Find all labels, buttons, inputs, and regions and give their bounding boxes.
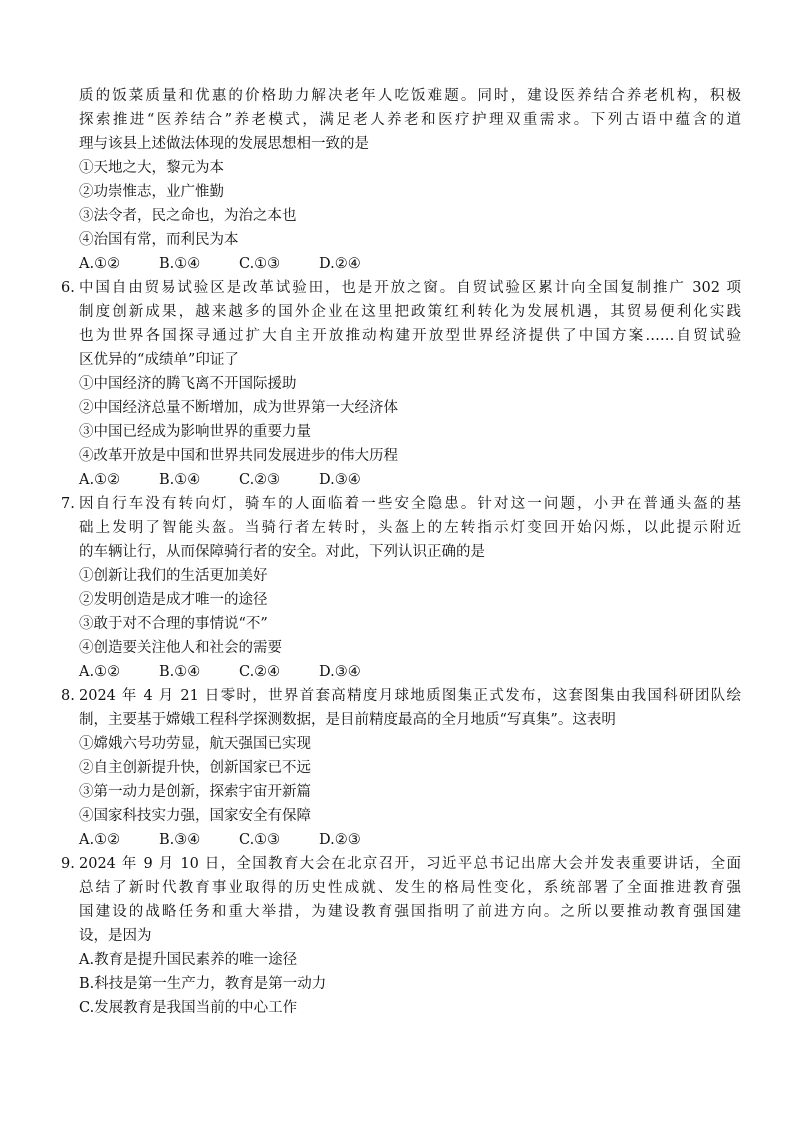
question-number: 7. xyxy=(61,496,75,512)
question-stem-line: 区优异的“成绩单”印证了 xyxy=(79,352,239,368)
choice-a: A.①② xyxy=(79,472,121,488)
question-5 xyxy=(61,84,741,276)
question-9 xyxy=(61,852,741,1020)
question-6 xyxy=(61,276,741,492)
question-stem-line: 国建设的战略任务和重大举措，为建设教育强国指明了前进方向。之所以要推动教育强国建 xyxy=(79,904,741,920)
exam-page xyxy=(61,84,741,1020)
question-number: 9. xyxy=(61,856,75,872)
question-number: 8. xyxy=(61,688,75,704)
option-2: ②功崇惟志，业广惟勤 xyxy=(79,184,224,200)
question-stem-line: 探索推进“医养结合”养老模式，满足老人养老和医疗护理双重需求。下列古语中蕴含的道 xyxy=(79,112,741,128)
option-3: ③中国已经成为影响世界的重要力量 xyxy=(79,424,311,440)
option-1: ①中国经济的腾飞离不开国际援助 xyxy=(79,376,297,392)
option-1: ①创新让我们的生活更加美好 xyxy=(79,568,268,584)
choice-b: B.①④ xyxy=(159,256,201,272)
option-3: ③法令者，民之命也，为治之本也 xyxy=(79,208,297,224)
question-stem-line: 也为世界各国探寻通过扩大自主开放推动构建开放型世界经济提供了中国方案……自贸试验 xyxy=(79,328,741,344)
option-4: ④改革开放是中国和世界共同发展进步的伟大历程 xyxy=(79,448,398,464)
question-7 xyxy=(61,492,741,684)
question-stem-line: 理与该县上述做法体现的发展思想相一致的是 xyxy=(79,136,369,152)
question-8 xyxy=(61,684,741,852)
question-stem-line: 的车辆让行，从而保障骑行者的安全。对此，下列认识正确的是 xyxy=(79,544,485,560)
option-2: ②中国经济总量不断增加，成为世界第一大经济体 xyxy=(79,400,398,416)
question-stem-line: 因自行车没有转向灯，骑车的人面临着一些安全隐患。针对这一问题，小尹在普通头盔的基 xyxy=(79,496,741,512)
option-3: ③第一动力是创新，探索宇宙开新篇 xyxy=(79,784,311,800)
question-stem-line: 2024 年 9 月 10 日，全国教育大会在北京召开，习近平总书记出席大会并发表重要讲话，全面 xyxy=(79,856,741,872)
option-4: ④国家科技实力强，国家安全有保障 xyxy=(79,808,311,824)
choice-b: B.③④ xyxy=(159,832,201,848)
question-stem-line: 2024 年 4 月 21 日零时，世界首套高精度月球地质图集正式发布，这套图集由我国科研团队绘 xyxy=(79,688,741,704)
choice-c: C.②③ xyxy=(239,472,281,488)
option-a: A.教育是提升国民素养的唯一途径 xyxy=(79,952,298,968)
choice-b: B.①④ xyxy=(159,664,201,680)
question-stem-line: 设，是因为 xyxy=(79,928,152,944)
option-2: ②发明创造是成才唯一的途径 xyxy=(79,592,268,608)
option-1: ①天地之大，黎元为本 xyxy=(79,160,224,176)
answer-choices xyxy=(61,252,741,276)
question-stem-line: 础上发明了智能头盔。当骑行者左转时，头盔上的左转指示灯变回开始闪烁，以此提示附近 xyxy=(79,520,741,536)
choice-d: D.③④ xyxy=(319,664,361,680)
choice-d: D.②④ xyxy=(319,256,361,272)
choice-c: C.②④ xyxy=(239,664,281,680)
choice-c: C.①③ xyxy=(239,832,281,848)
choice-d: D.③④ xyxy=(319,472,361,488)
choice-d: D.②③ xyxy=(319,832,361,848)
choice-a: A.①② xyxy=(79,664,121,680)
option-3: ③敢于对不合理的事情说“不” xyxy=(79,616,268,632)
question-stem-line: 质的饭菜质量和优惠的价格助力解决老年人吃饭难题。同时，建设医养结合养老机构，积极 xyxy=(79,88,741,104)
choice-a: A.①② xyxy=(79,832,121,848)
question-stem-line: 制，主要基于嫦娥工程科学探测数据，是目前精度最高的全月地质“写真集”。这表明 xyxy=(79,712,616,728)
question-stem-line: 制度创新成果，越来越多的国外企业在这里把政策红利转化为发展机遇，其贸易便利化实践 xyxy=(79,304,741,320)
answer-choices xyxy=(61,660,741,684)
option-4: ④治国有常，而利民为本 xyxy=(79,232,239,248)
option-4: ④创造要关注他人和社会的需要 xyxy=(79,640,282,656)
option-2: ②自主创新提升快，创新国家已不远 xyxy=(79,760,311,776)
option-b: B.科技是第一生产力，教育是第一动力 xyxy=(79,976,327,992)
question-stem-line: 总结了新时代教育事业取得的历史性成就、发生的格局性变化，系统部署了全面推进教育强 xyxy=(79,880,741,896)
choice-a: A.①② xyxy=(79,256,121,272)
question-stem-line: 中国自由贸易试验区是改革试验田，也是开放之窗。自贸试验区累计向全国复制推广 302 项 xyxy=(79,280,741,296)
option-c: C.发展教育是我国当前的中心工作 xyxy=(79,1000,298,1016)
answer-choices xyxy=(61,828,741,852)
choice-b: B.①④ xyxy=(159,472,201,488)
option-1: ①嫦娥六号功劳显，航天强国已实现 xyxy=(79,736,311,752)
choice-c: C.①③ xyxy=(239,256,281,272)
question-number: 6. xyxy=(61,280,75,296)
answer-choices xyxy=(61,468,741,492)
